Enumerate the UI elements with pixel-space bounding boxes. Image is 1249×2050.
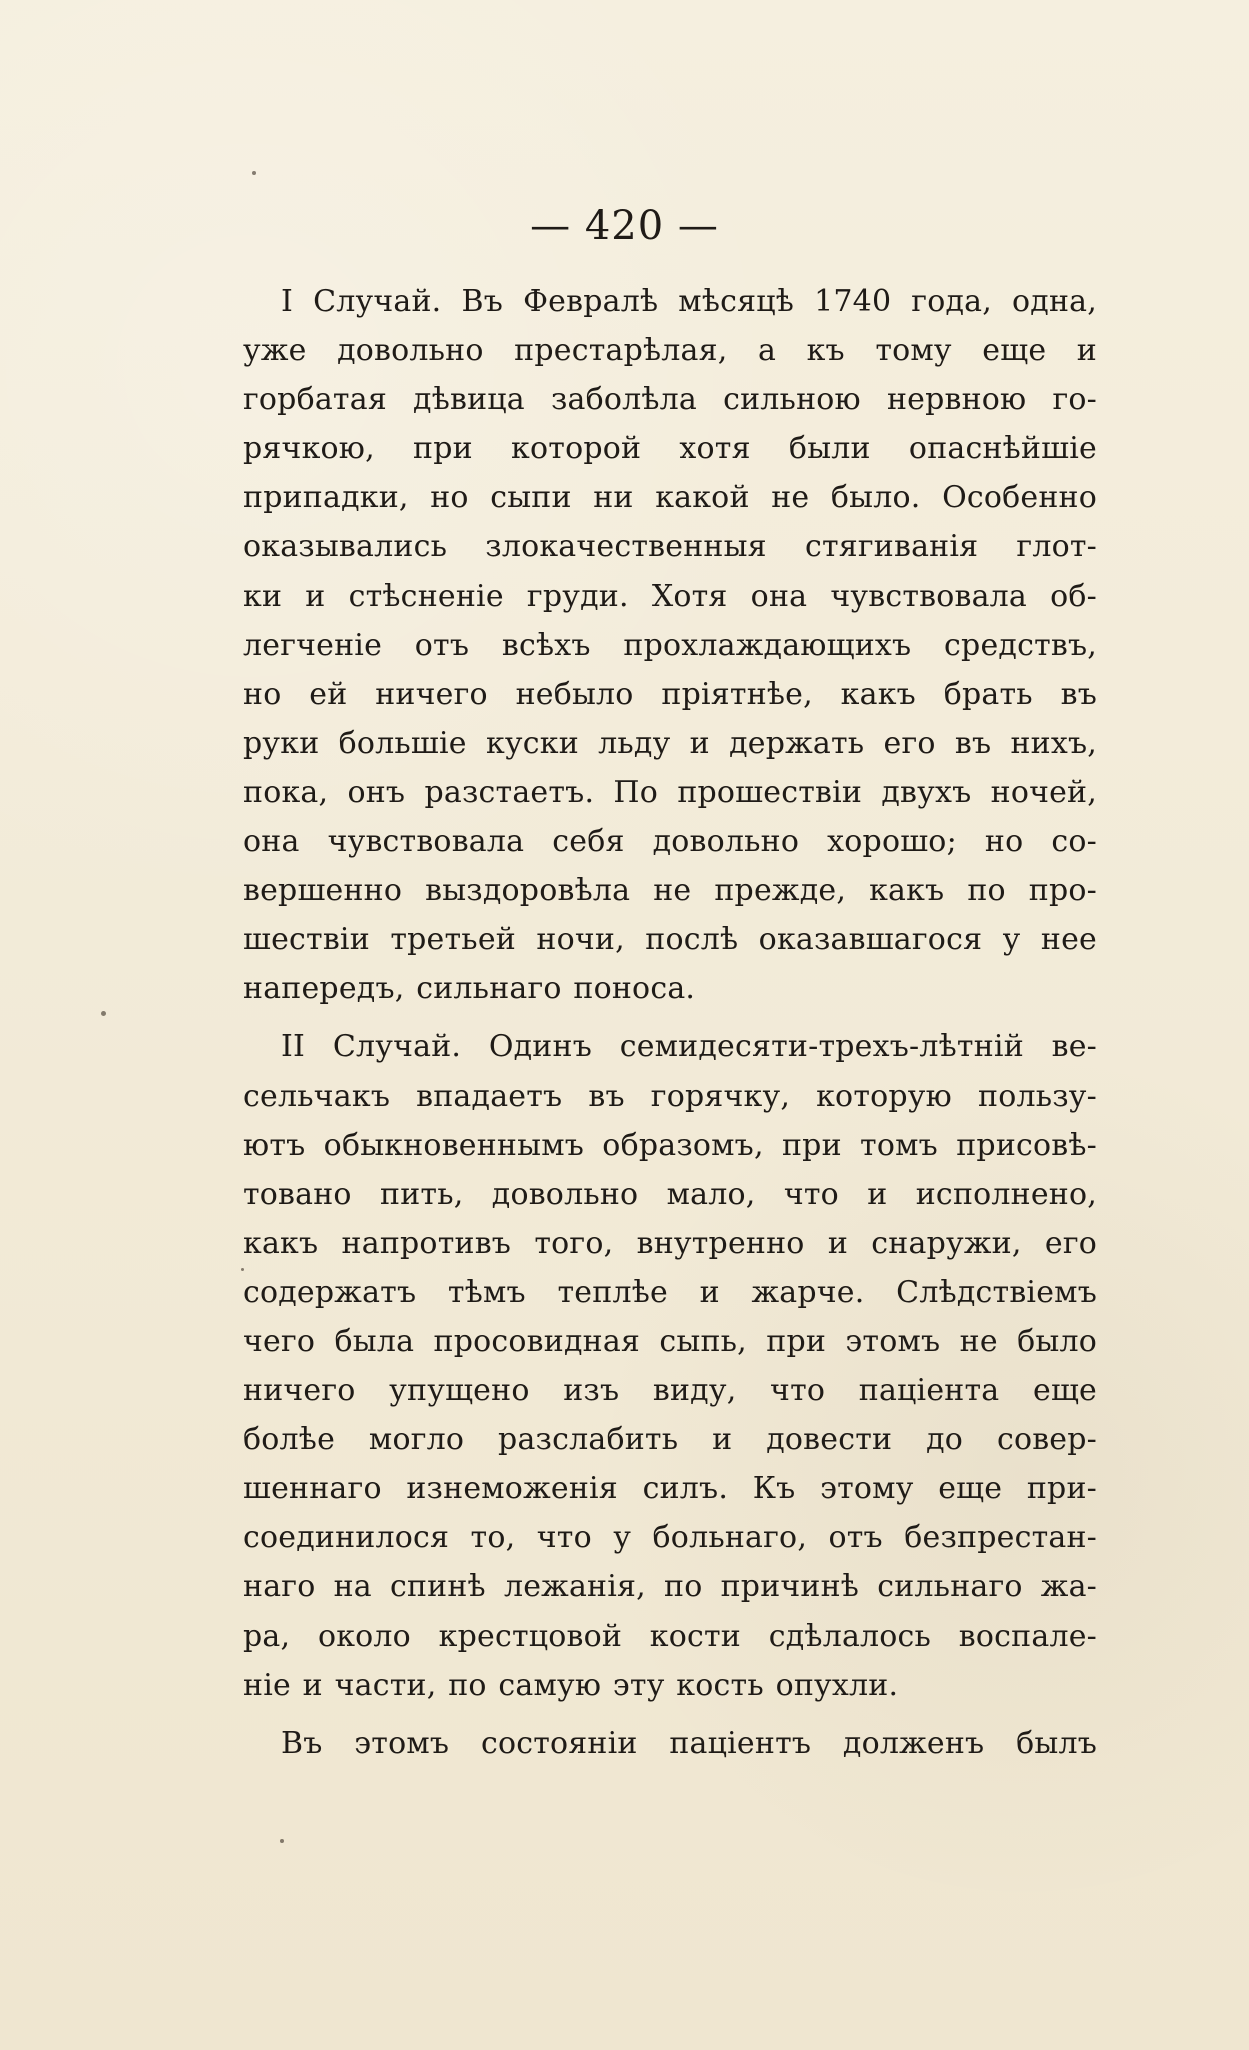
text-line: товано пить, довольно мало, что и исполнено,	[243, 1176, 1097, 1212]
text-line: сельчакъ впадаетъ въ горячку, которую пользу-	[243, 1078, 1097, 1114]
text-line: оказывались злокачественныя стягиванія глот-	[243, 529, 1097, 565]
paragraph-gap	[243, 1710, 1097, 1719]
text-line: соединилося то, что у больнаго, отъ безпрестан-	[243, 1520, 1097, 1556]
text-line: пока, онъ разстаетъ. По прошествіи двухъ ночей,	[243, 774, 1097, 810]
text-line: чего была просовидная сыпь, при этомъ не было	[243, 1323, 1097, 1359]
text-line: II Случай. Одинъ семидесяти-трехъ-лѣтній ве-	[281, 1029, 1097, 1065]
paragraph-continuation	[243, 1719, 1097, 1768]
text-line: ки и стѣсненіе груди. Хотя она чувствовала об-	[243, 578, 1097, 614]
text-line: ніе и части, по самую эту кость опухли.	[243, 1667, 899, 1703]
text-line: она чувствовала себя довольно хорошо; но со-	[243, 824, 1097, 860]
text-line: шествіи третьей ночи, послѣ оказавшагося у нее	[243, 922, 1097, 958]
text-line: наго на спинѣ лежанія, по причинѣ сильнаго жа-	[243, 1569, 1097, 1605]
text-line: шеннаго изнеможенія силъ. Къ этому еще при-	[243, 1471, 1097, 1507]
text-line: I Случай. Въ Февралѣ мѣсяцѣ 1740 года, одна,	[281, 284, 1097, 319]
paper-speck	[252, 171, 256, 175]
text-line: легченіе отъ всѣхъ прохлаждающихъ средствъ,	[243, 627, 1097, 663]
text-line: но ей ничего небыло пріятнѣе, какъ брать въ	[243, 676, 1097, 712]
text-line: рячкою, при которой хотя были опаснѣйшіе	[243, 431, 1097, 467]
text-line: вершенно выздоровѣла не прежде, какъ по про-	[243, 873, 1097, 909]
text-line: содержатъ тѣмъ теплѣе и жарче. Слѣдствіемъ	[243, 1274, 1097, 1310]
text-line: ютъ обыкновеннымъ образомъ, при томъ присовѣ-	[243, 1127, 1097, 1163]
text-line: уже довольно престарѣлая, а къ тому еще и	[243, 333, 1097, 369]
paper-speck	[101, 1011, 106, 1016]
text-line: ра, около крестцовой кости сдѣлалось воспале-	[243, 1618, 1097, 1654]
paragraph-case-2	[243, 1022, 1097, 1709]
paper-speck	[241, 1268, 244, 1271]
text-line: какъ напротивъ того, внутренно и снаружи, его	[243, 1225, 1097, 1261]
main-text	[243, 277, 1097, 1768]
paper-speck	[280, 1839, 284, 1843]
text-line: напередъ, сильнаго поноса.	[243, 971, 696, 1007]
text-line: Въ этомъ состояніи паціентъ долженъ былъ	[281, 1725, 1097, 1761]
page-number: — 420 —	[530, 203, 719, 249]
text-line: болѣе могло разслабить и довести до совер-	[243, 1422, 1097, 1458]
text-line: ничего упущено изъ виду, что паціента еще	[243, 1373, 1097, 1409]
text-line: горбатая дѣвица заболѣла сильною нервною го-	[243, 382, 1097, 418]
text-line: руки большіе куски льду и держать его въ нихъ,	[243, 725, 1097, 761]
paragraph-case-1	[243, 277, 1097, 1013]
paragraph-gap	[243, 1013, 1097, 1022]
text-line: припадки, но сыпи ни какой не было. Особенно	[243, 480, 1097, 516]
